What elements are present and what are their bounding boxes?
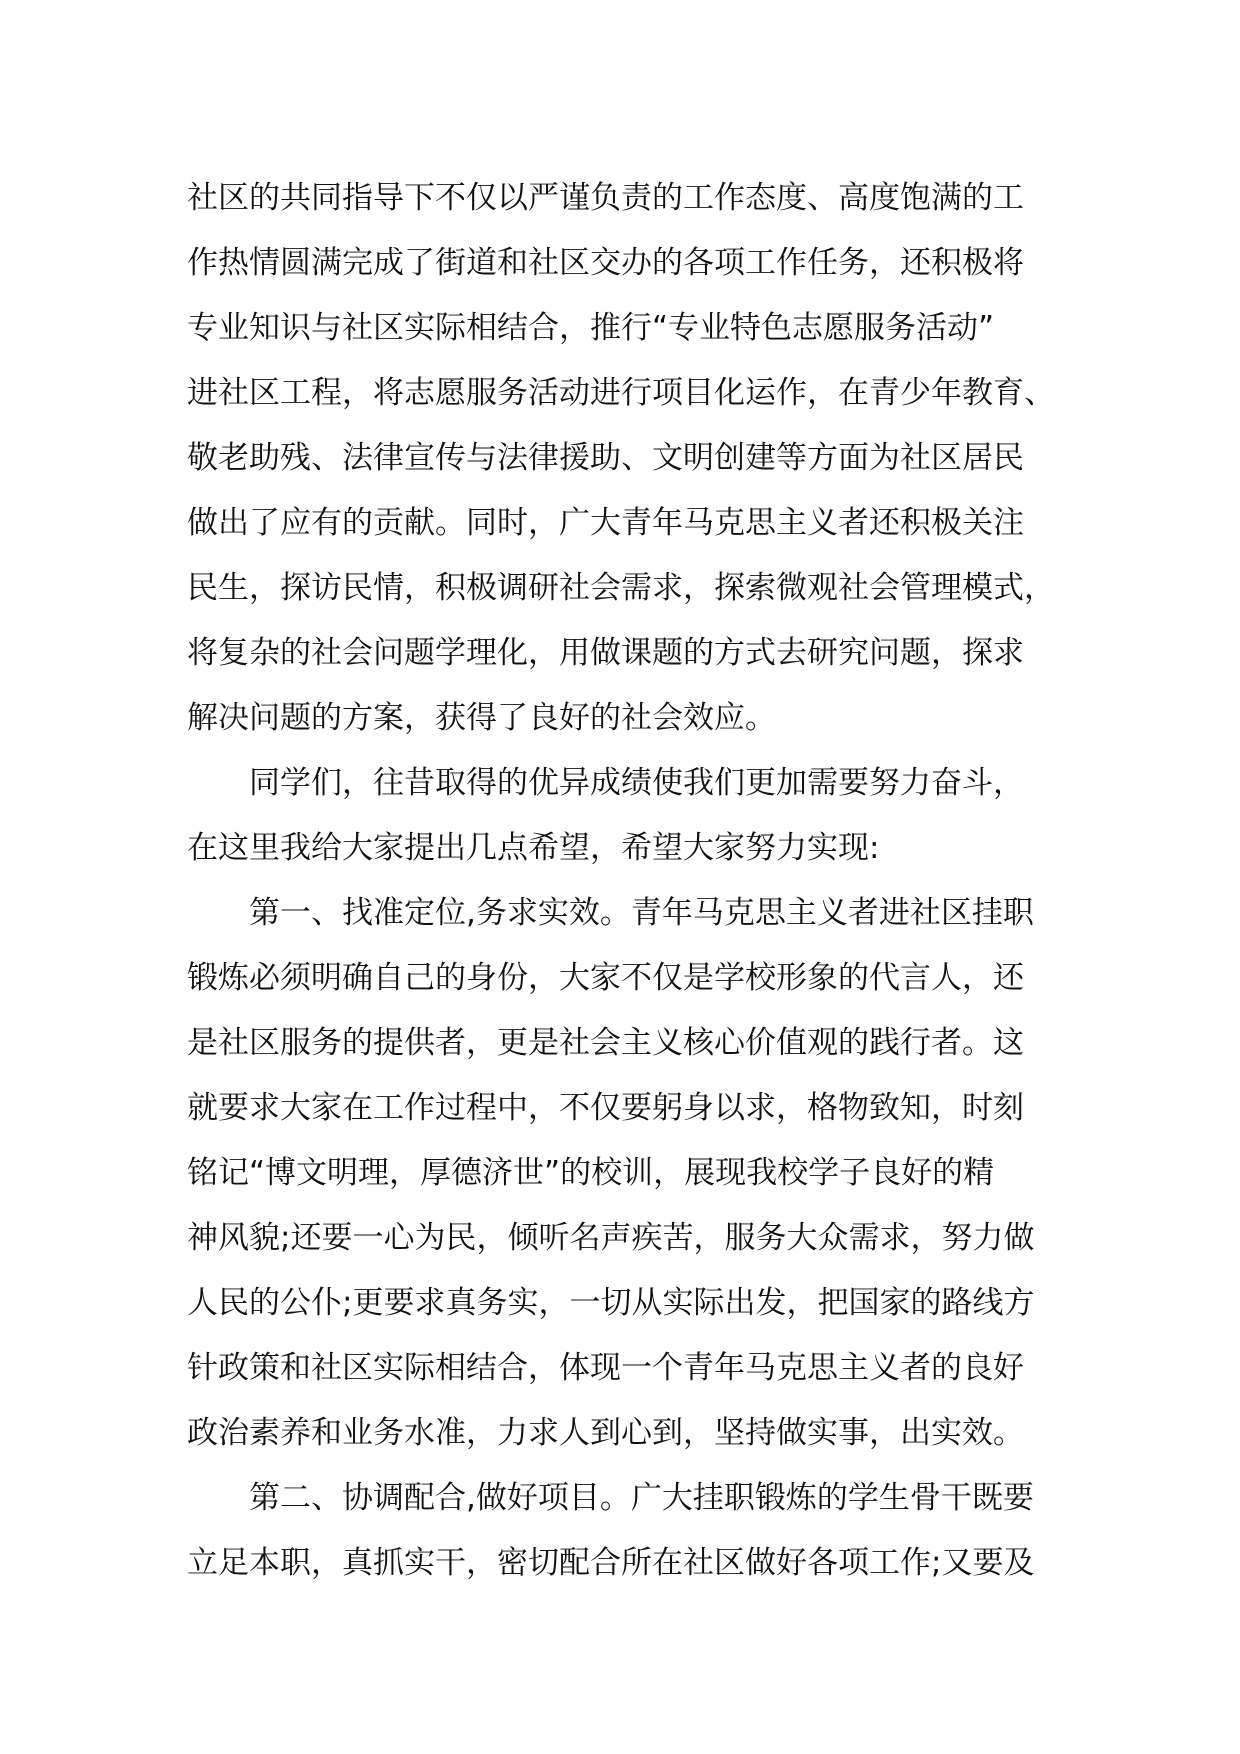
paragraph-3: 第一、找准定位,务求实效。青年马克思主义者进社区挂职 锻炼必须明确自己的身份，大家不仅是学校形象的代言人，还 是社区服务的提供者，更是社会主义核心价值观的践行者。这 就要求大家在工作过程中，不仅要躬身以求，格物致知，时刻 铭记“博文明理，厚德济世”的校训，展现我校学子良好的精 神风貌;还要一心为民，倾听名声疾苦，服务大众需求，努力做 人民的公仆;更要求真务实，一切从实际出发，把国家的路线方 针政策和社区实际相结合，体现一个青年马克思主义者的良好 政治素养和业务水准，力求人到心到，坚持做实事，出实效。 bbox=[187, 895, 1035, 1451]
paragraph-2: 同学们，往昔取得的优异成绩使我们更加需要努力奋斗， 在这里我给大家提出几点希望，希望大家努力实现: bbox=[187, 765, 1024, 866]
paragraph-4: 第二、协调配合,做好项目。广大挂职锻炼的学生骨干既要 立足本职，真抓实干，密切配合所在社区做好各项工作;又要及 bbox=[187, 1480, 1035, 1581]
paragraph-1: 社区的共同指导下不仅以严谨负责的工作态度、高度饱满的工 作热情圆满完成了街道和社区交办的各项工作任务，还积极将 专业知识与社区实际相结合，推行“专业特色志愿服务活动” 进社区工程，将志愿服务活动进行项目化运作，在青少年教育、 敬老助残、法律宣传与法律援助、文明创建等方面为社区居民 做出了应有的贡献。同时，广大青年马克思主义者还积极关注 民生，探访民情，积极调研社会需求，探索微观社会管理模式， 将复杂的社会问题学理化，用做课题的方式去研究问题，探求 解决问题的方案，获得了良好的社会效应。 bbox=[187, 180, 1055, 736]
document-body bbox=[187, 166, 1067, 1596]
